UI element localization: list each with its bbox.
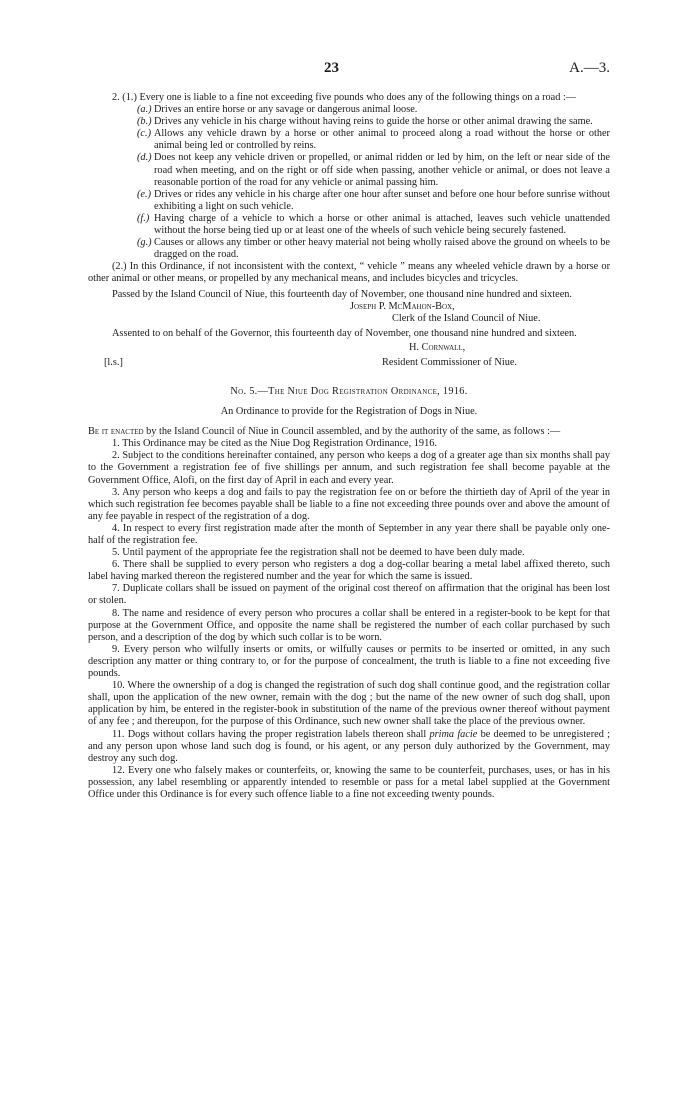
enacting-lead: Be it enacted: [88, 426, 144, 438]
parliamentary-paper-reference: A.—3.: [569, 60, 610, 76]
clause-2-2: (2.) In this Ordinance, if not inconsistent with the context, “ vehicle ” means any wheeled vehicle drawn by a horse or other animal or other means, or propelled by any mechanical means, and includes bicycles and tricycles.: [88, 261, 610, 285]
list-item: [88, 104, 610, 116]
enacting-clause: [88, 426, 610, 438]
item-text: Allows any vehicle drawn by a horse or other animal to proceed along a road without the horse or other animal being led or controlled by reins.: [154, 128, 610, 152]
section: 3. Any person who keeps a dog and fails to pay the registration fee on or before the thirtieth day of April of the year in which such registration fee becomes payable shall be liable to a fine not exceeding three pounds over and above the amount of any fee payable in respect of the registration of a dog.: [88, 486, 610, 522]
section-12: 12. Every one who falsely makes or counterfeits, or, knowing the same to be counterfeit, purchases, uses, or has in his possession, any label resembling or apparently intended to resemble or pass for a metal label supplied at the Government Office under this Ordinance is for every such offence liable to a fine not exceeding twenty pounds.: [88, 764, 610, 800]
signatory-title: Clerk of the Island Council of Niue.: [392, 312, 541, 324]
section: 5. Until payment of the appropriate fee the registration shall not be deemed to have been duly made.: [112, 547, 525, 559]
list-item: [88, 116, 610, 128]
item-text: Drives any vehicle in his charge without having reins to guide the horse or other animal drawing the same.: [154, 116, 593, 128]
list-item: [88, 237, 610, 261]
section: 2. Subject to the conditions hereinafter contained, any person who keeps a dog of a greater age than six months shall pay to the Government a registration fee of five shillings per annum, and such registration fee shall become payable at the Government Office, Alofi, on the first day of April in each and every year.: [88, 450, 610, 486]
section: 4. In respect to every first registration made after the month of September in any year there shall be payable only one-half of the registration fee.: [88, 522, 610, 546]
ordinance-title: No. 5.—The Niue Dog Registration Ordinance, 1916.: [230, 385, 468, 397]
dog-registration-ordinance: [88, 386, 610, 801]
assent-statement: Assented to on behalf of the Governor, this fourteenth day of November, one thousand nine hundred and sixteen.: [112, 327, 577, 339]
page-number: 23: [324, 60, 339, 76]
commissioner-name: H. Cornwall,: [409, 341, 466, 353]
item-marker: (a.): [137, 104, 152, 116]
section: 1. This Ordinance may be cited as the Niue Dog Registration Ordinance, 1916.: [112, 438, 437, 450]
enacting-rest: by the Island Council of Niue in Council assembled, and by the authority of the same, as follows :—: [143, 426, 561, 438]
item-text: Drives an entire horse or any savage or dangerous animal loose.: [154, 104, 418, 116]
section-11-italic: prima facie: [429, 728, 478, 740]
item-text: Causes or allows any timber or other heavy material not being wholly raised above the ground on wheels to be dragged on the road.: [154, 237, 610, 261]
item-text: Does not keep any vehicle driven or propelled, or animal ridden or led by him, on the left or near side of the road when meeting, and on the right or off side when passing, another vehicle or animal, or does not leave a reasonable portion of the road for any vehicle or animal passing him.: [154, 152, 610, 188]
list-item: [88, 213, 610, 237]
ordinance-subtitle-text: An Ordinance to provide for the Registration of Dogs in Niue.: [220, 406, 478, 418]
item-marker: (d.): [137, 152, 152, 164]
page-header: [88, 62, 610, 92]
item-marker: (g.): [137, 237, 152, 249]
item-marker: (e.): [137, 188, 152, 200]
list-item: [88, 128, 610, 152]
item-marker: (f.): [137, 212, 150, 224]
section-11-text-b: be deemed to be unregistered ; and any person upon whose land such dog is found, or his agent, or any person duly authorized by the Government, may destroy any such dog.: [88, 728, 610, 764]
signatory-name: Joseph P. McMahon-Box,: [350, 300, 455, 312]
section-11-text-a: 11. Dogs without collars having the proper registration labels thereon shall: [112, 728, 430, 740]
list-item: [88, 152, 610, 188]
road-ordinance-section: [88, 92, 610, 369]
section-11: [88, 729, 610, 765]
section: 7. Duplicate collars shall be issued on payment of the original cost thereof on affirmation that the original has been lost or stolen.: [88, 583, 610, 607]
ordinance-subtitle: [88, 406, 610, 418]
passed-statement: Passed by the Island Council of Niue, this fourteenth day of November, one thousand nine hundred and sixteen.: [112, 288, 572, 300]
item-marker: (c.): [137, 128, 152, 140]
section: 8. The name and residence of every person who procures a collar shall be entered in a register-book to be kept for that purpose at the Government Office, and opposite the name shall be registered the number of each collar purchased by such person, and a description of the dog by which such collar is to be worn.: [88, 607, 610, 643]
commissioner-title: Resident Commissioner of Niue.: [382, 356, 517, 368]
seal-mark: [l.s.]: [104, 356, 123, 368]
seal-row: [88, 357, 610, 369]
item-marker: (b.): [137, 116, 152, 128]
section: 10. Where the ownership of a dog is changed the registration of such dog shall continue good, and the registration collar shall, upon the application of the new owner, remain with the dog ; but the name of the new owner of such dog shall, upon application by him, be entered in the register-book in substitution of the name of the previous owner thereof without payment of any fee ; and thereupon, for the purpose of this Ordinance, such new owner shall take the place of the previous owner.: [88, 680, 610, 728]
item-text: Having charge of a vehicle to which a horse or other animal is attached, leaves such vehicle unattended without the horse being tied up or at least one of the wheels of such vehicle being securely fastened.: [154, 212, 610, 237]
list-item: [88, 189, 610, 213]
clause-2-1-intro: 2. (1.) Every one is liable to a fine not exceeding five pounds who does any of the following things on a road :—: [112, 92, 577, 103]
item-text: Drives or rides any vehicle in his charge after one hour after sunset and before one hour before sunrise without exhibiting a light on such vehicle.: [154, 188, 610, 212]
section: 6. There shall be supplied to every person who registers a dog a dog-collar bearing a metal label affixed thereto, such label having marked thereon the registered number and the year for which the same is issued.: [88, 559, 610, 583]
section: 9. Every person who wilfully inserts or omits, or wilfully causes or permits to be inserted or omitted, in any such description any matter or thing contrary to, or for the purpose of concealment, the truth is liable to a fine not exceeding five pounds.: [88, 643, 610, 680]
clerk-signature: [88, 301, 610, 325]
